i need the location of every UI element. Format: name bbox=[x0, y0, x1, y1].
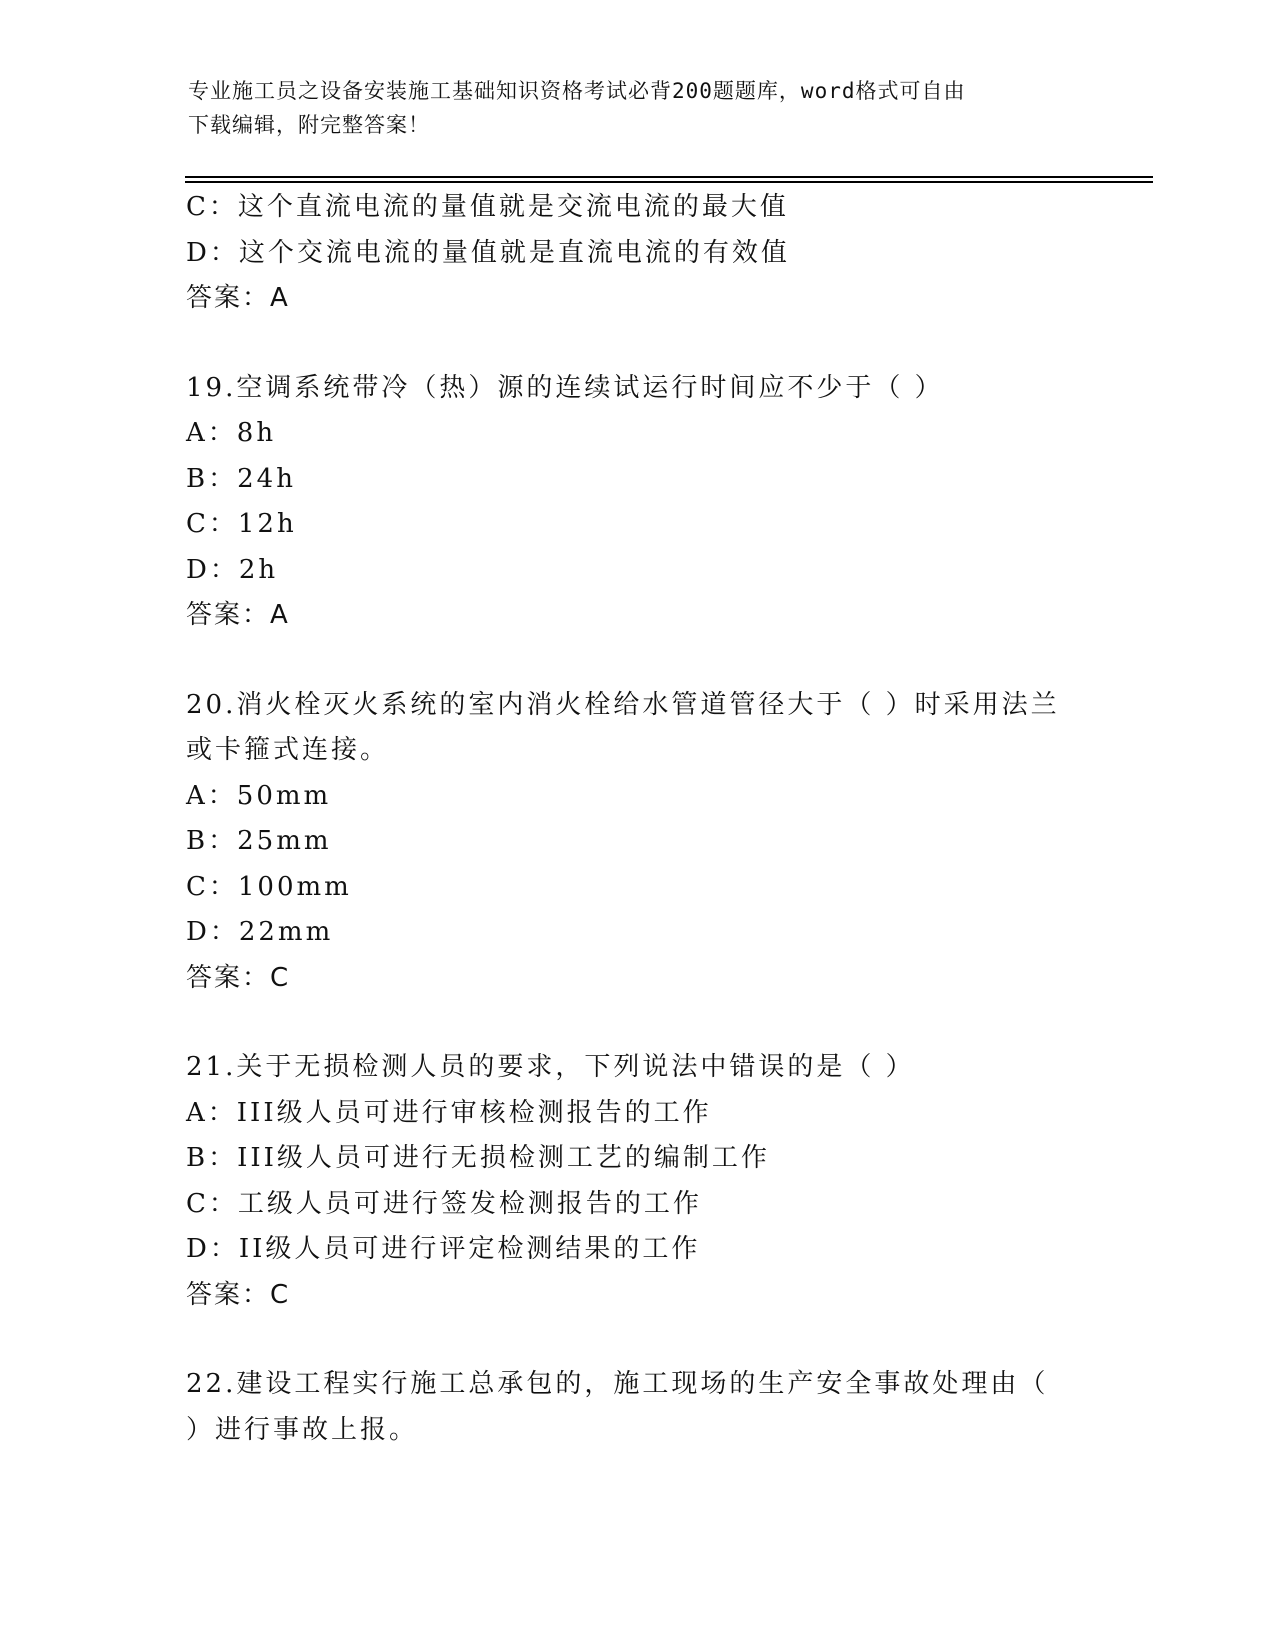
option-c: C：这个直流电流的量值就是交流电流的最大值 bbox=[186, 192, 789, 222]
option-d: D：22mm bbox=[186, 917, 334, 947]
question-20 bbox=[186, 683, 1066, 1002]
option-a: A：8h bbox=[186, 418, 277, 448]
option-d: D：II级人员可进行评定检测结果的工作 bbox=[186, 1234, 701, 1264]
answer-line: 答案：C bbox=[186, 962, 291, 993]
option-b: B：III级人员可进行无损检测工艺的编制工作 bbox=[186, 1143, 770, 1173]
question-stem: 20.消火栓灭火系统的室内消火栓给水管道管径大于（ ）时采用法兰 bbox=[186, 689, 1060, 720]
header-title-line-2: 下载编辑，附完整答案！ bbox=[188, 113, 430, 137]
header-divider-top bbox=[185, 176, 1153, 178]
document-header bbox=[188, 74, 1068, 142]
option-c: C：12h bbox=[186, 509, 297, 539]
header-title-line-1: 专业施工员之设备安装施工基础知识资格考试必背200题题库，word格式可自由 bbox=[188, 79, 966, 103]
question-21 bbox=[186, 1045, 1066, 1318]
answer-line: 答案：A bbox=[186, 600, 290, 630]
header-divider-bottom bbox=[185, 181, 1153, 183]
spacer bbox=[186, 639, 1066, 683]
answer-line: 答案：C bbox=[186, 1279, 291, 1310]
option-d: D：这个交流电流的量值就是直流电流的有效值 bbox=[186, 237, 790, 268]
option-a: A：III级人员可进行审核检测报告的工作 bbox=[186, 1097, 712, 1128]
question-stem: 21.关于无损检测人员的要求，下列说法中错误的是（ ） bbox=[186, 1052, 915, 1082]
option-c: C：工级人员可进行签发检测报告的工作 bbox=[186, 1188, 702, 1219]
spacer bbox=[186, 1318, 1066, 1362]
question-stem-continued: ）进行事故上报。 bbox=[186, 1414, 419, 1445]
question-stem-continued: 或卡箍式连接。 bbox=[186, 735, 390, 765]
option-b: B：24h bbox=[186, 463, 296, 494]
question-19 bbox=[186, 366, 1066, 639]
option-b: B：25mm bbox=[186, 826, 332, 856]
spacer bbox=[186, 322, 1066, 366]
option-c: C：100mm bbox=[186, 871, 352, 902]
previous-question-tail bbox=[186, 185, 1066, 322]
option-d: D：2h bbox=[186, 554, 279, 585]
question-list bbox=[186, 185, 1066, 1453]
question-22 bbox=[186, 1362, 1066, 1453]
option-a: A：50mm bbox=[186, 780, 332, 811]
question-stem: 19.空调系统带冷（热）源的连续试运行时间应不少于（ ） bbox=[186, 372, 944, 403]
spacer bbox=[186, 1001, 1066, 1045]
question-stem: 22.建设工程实行施工总承包的，施工现场的生产安全事故处理由（ bbox=[186, 1369, 1049, 1399]
answer-line: 答案：A bbox=[186, 283, 290, 313]
